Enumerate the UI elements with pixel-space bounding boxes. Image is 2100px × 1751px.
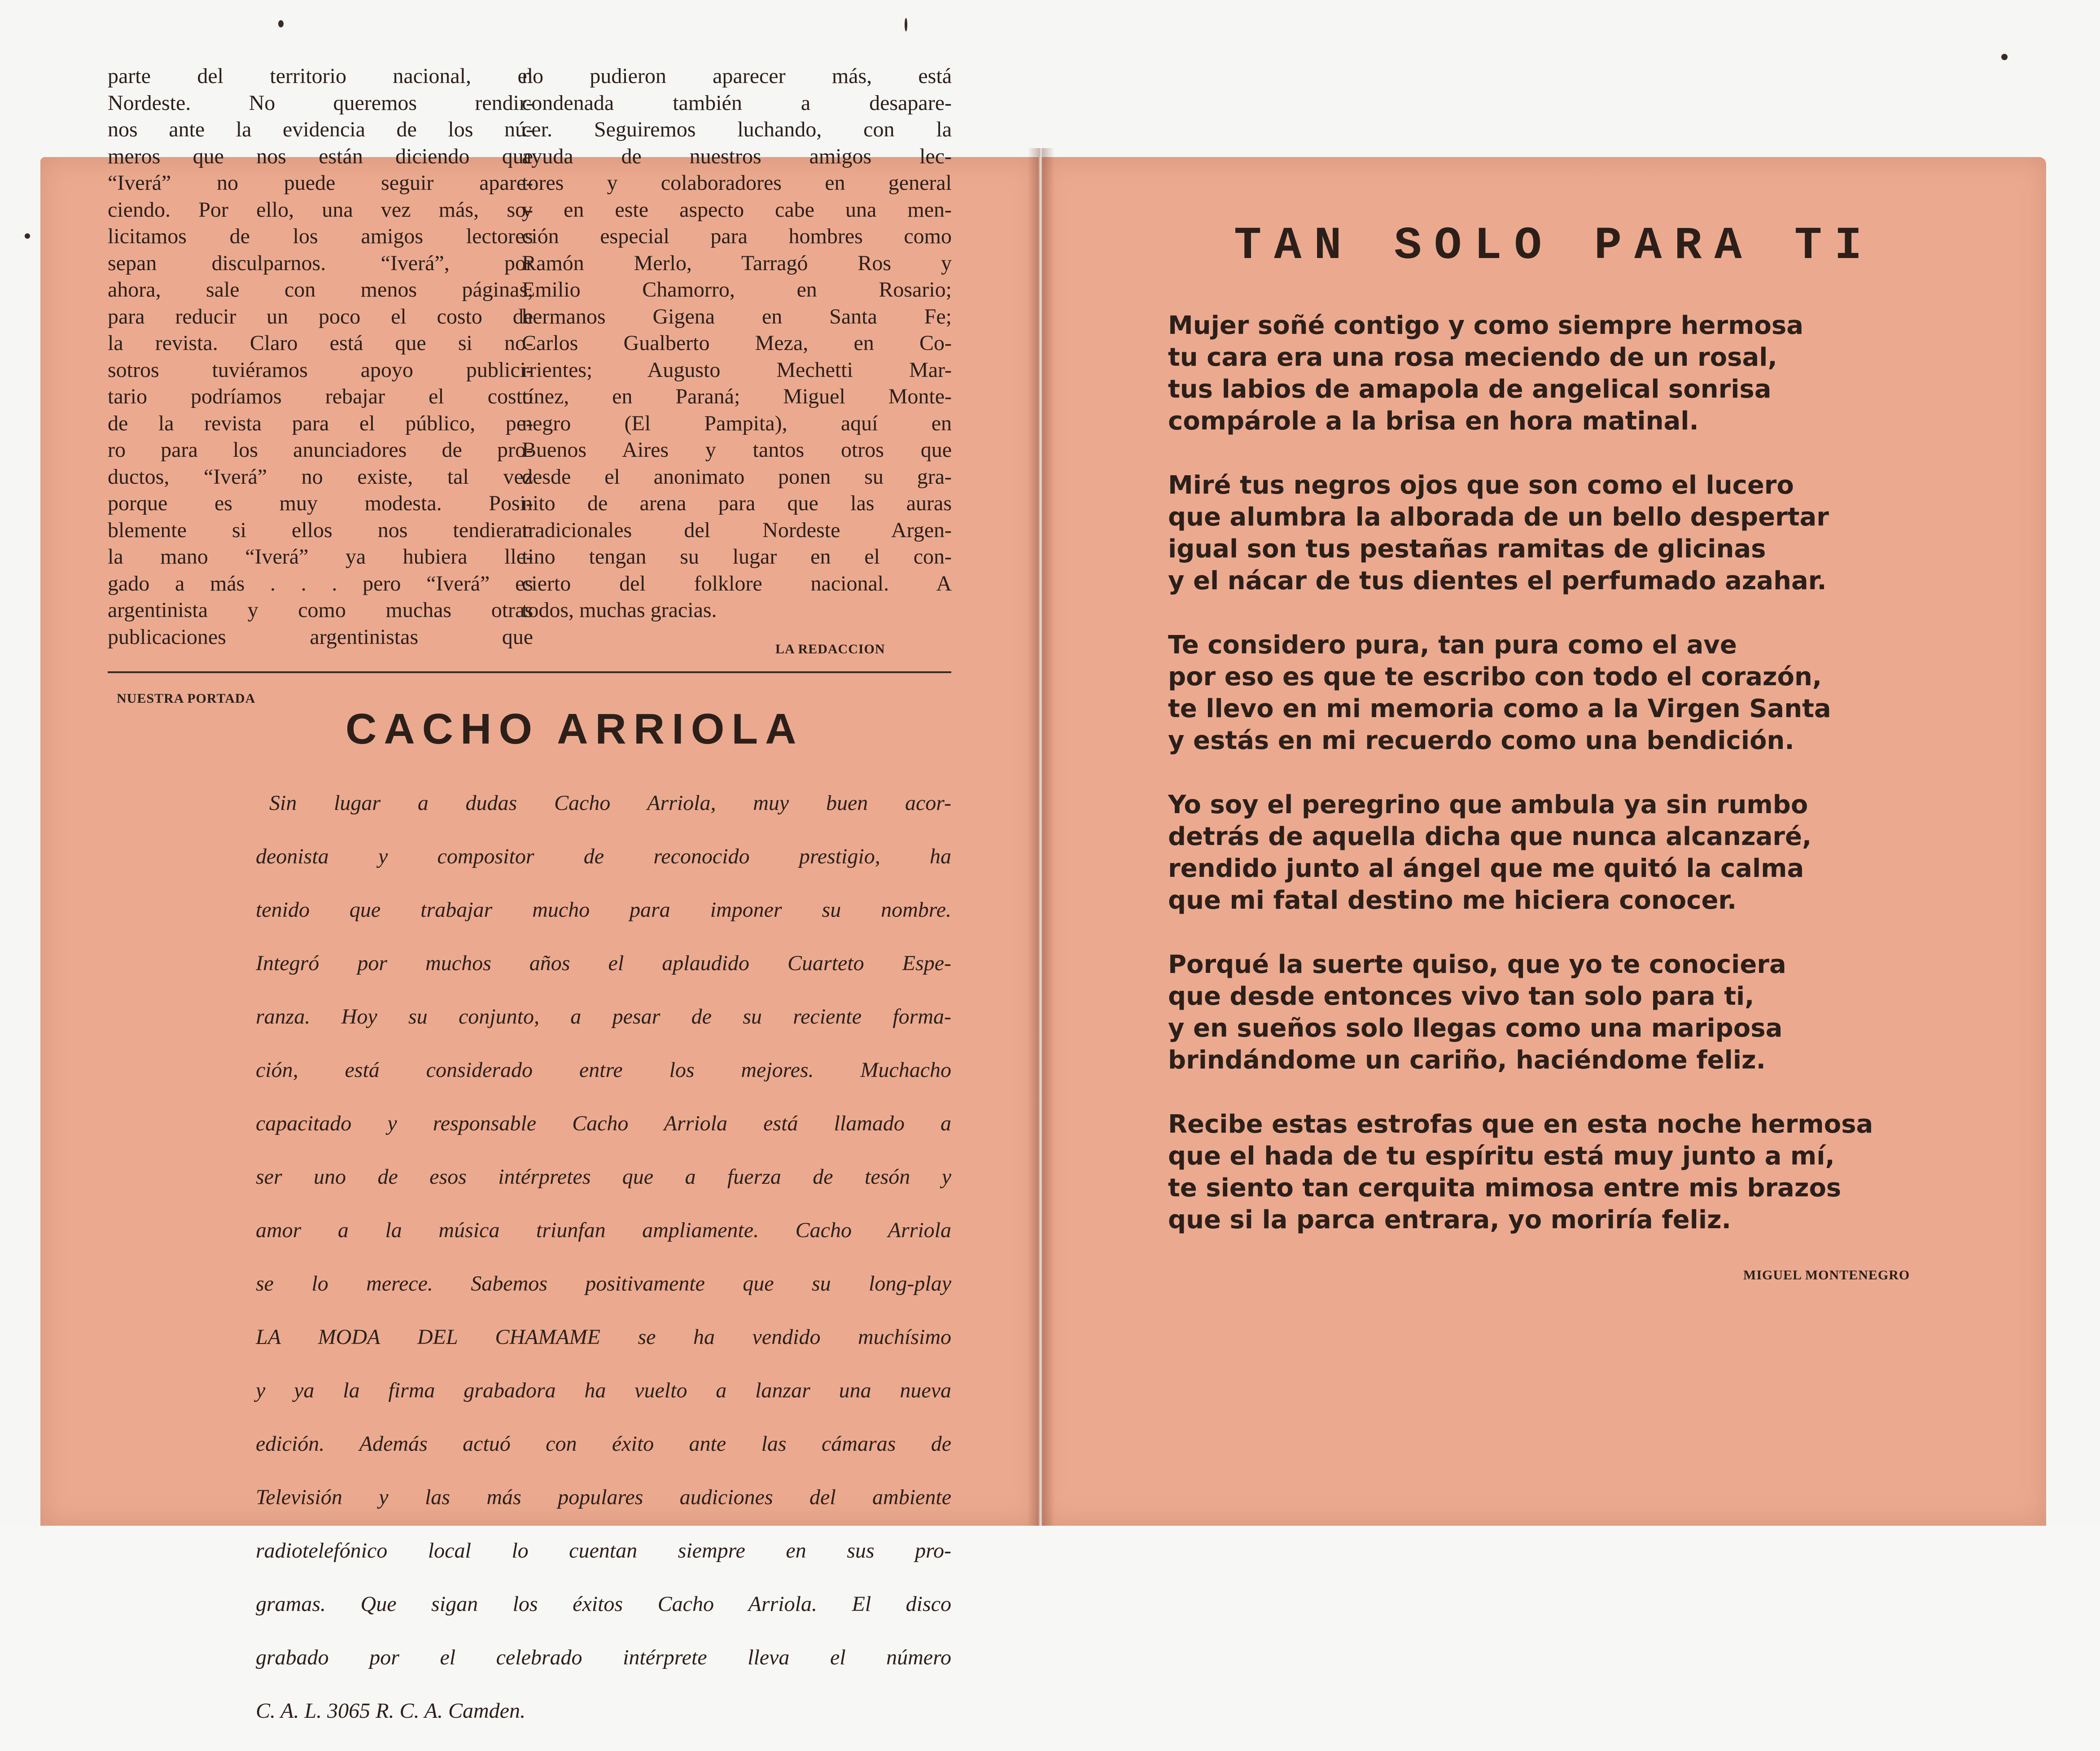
poem-title: TAN SOLO PARA TI xyxy=(1234,220,1875,272)
editorial-line: Ramón Merlo, Tarragó Ros y xyxy=(522,251,952,275)
editorial-line: nos ante la evidencia de los nú- xyxy=(108,118,533,141)
poem-stanza xyxy=(1168,949,1895,1076)
poem-line: rendido junto al ángel que me quitó la calma xyxy=(1168,854,1804,883)
editorial-line: “Iverá” no puede seguir apare- xyxy=(108,171,533,195)
article-line: Sin lugar a dudas Cacho Arriola, muy buen acor- xyxy=(269,791,951,815)
poem-line: te llevo en mi memoria como a la Virgen Santa xyxy=(1168,694,1831,723)
editorial-line: gado a más . . . pero “Iverá” es xyxy=(108,571,533,595)
editorial-line: la mano “Iverá” ya hubiera lle- xyxy=(108,545,533,569)
editorial-line: Carlos Gualberto Meza, en Co- xyxy=(522,331,952,355)
article-line: ranza. Hoy su conjunto, a pesar de su reciente forma- xyxy=(256,1004,951,1029)
poem-line: que desde entonces vivo tan solo para ti, xyxy=(1168,982,1754,1011)
poem-body xyxy=(1168,310,1895,1268)
poem-line: que mi fatal destino me hiciera conocer. xyxy=(1168,886,1737,915)
poem-line: y estás en mi recuerdo como una bendición. xyxy=(1168,726,1794,755)
poem-line: y en sueños solo llegas como una mariposa xyxy=(1168,1014,1783,1043)
editorial-signature: LA REDACCION xyxy=(775,642,885,657)
editorial-line: rrientes; Augusto Mechetti Mar- xyxy=(522,358,952,382)
editorial-line: ductos, “Iverá” no existe, tal vez xyxy=(108,464,533,489)
editorial-line: tradicionales del Nordeste Argen- xyxy=(522,518,952,542)
editorial-line: porque es muy modesta. Posi- xyxy=(108,491,533,515)
editorial-line: publicaciones argentinistas que xyxy=(108,625,533,649)
article-line: ser uno de esos intérpretes que a fuerza de tesón y xyxy=(256,1164,951,1189)
editorial-line: ción especial para hombres como xyxy=(522,224,952,248)
article-line: grabado por el celebrado intérprete lleva el número xyxy=(256,1645,951,1669)
editorial-line: ahora, sale con menos páginas, xyxy=(108,278,533,302)
poem-line: Porqué la suerte quiso, que yo te conociera xyxy=(1168,950,1786,979)
editorial-line: hermanos Gigena en Santa Fe; xyxy=(522,304,952,328)
editorial-line: argentinista y como muchas otras xyxy=(108,598,533,622)
poem-line: tu cara era una rosa meciendo de un rosal, xyxy=(1168,343,1777,372)
editorial-line: ro para los anunciadores de pro- xyxy=(108,438,533,462)
editorial-line: ciendo. Por ello, una vez más, so- xyxy=(108,197,533,222)
poem-line: compárole a la brisa en hora matinal. xyxy=(1168,407,1699,436)
article-line: radiotelefónico local lo cuentan siempre en sus pro- xyxy=(256,1538,951,1563)
editorial-line: todos, muchas gracias. xyxy=(522,598,717,622)
article-line: tenido que trabajar mucho para imponer su nombre. xyxy=(256,897,951,922)
poem-line: Recibe estas estrofas que en esta noche hermosa xyxy=(1168,1110,1873,1139)
editorial-line: condenada también a desapare- xyxy=(522,91,952,115)
editorial-line: tínez, en Paraná; Miguel Monte- xyxy=(522,385,952,408)
article-line: deonista y compositor de reconocido prestigio, ha xyxy=(256,844,951,868)
poem-stanza xyxy=(1168,469,1895,597)
editorial-line: de la revista para el público, pe- xyxy=(108,411,533,435)
editorial-line: meros que nos están diciendo que xyxy=(108,144,533,168)
editorial-line: parte del territorio nacional, el xyxy=(108,64,533,88)
section-label: NUESTRA PORTADA xyxy=(117,691,256,706)
poem-line: Mujer soñé contigo y como siempre hermosa xyxy=(1168,311,1804,340)
poem-stanza xyxy=(1168,629,1895,757)
poem-line: por eso es que te escribo con todo el corazón, xyxy=(1168,662,1822,692)
scan-speck xyxy=(905,18,907,31)
editorial-column-1 xyxy=(108,63,533,650)
editorial-line: sepan disculparnos. “Iverá”, por xyxy=(108,251,533,275)
editorial-column-2 xyxy=(522,63,952,624)
poem-line: que alumbra la alborada de un bello despertar xyxy=(1168,503,1829,532)
article-line: ción, está considerado entre los mejores. Muchacho xyxy=(256,1058,951,1082)
article-line: edición. Además actuó con éxito ante las cámaras de xyxy=(256,1431,951,1456)
editorial-line: nito de arena para que las auras xyxy=(522,491,952,515)
editorial-line: y en este aspecto cabe una men- xyxy=(522,197,952,222)
poem-line: igual son tus pestañas ramitas de glicinas xyxy=(1168,534,1766,564)
poem-line: tus labios de amapola de angelical sonrisa xyxy=(1168,375,1772,404)
editorial-line: negro (El Pampita), aquí en xyxy=(522,411,952,435)
editorial-line: ayuda de nuestros amigos lec- xyxy=(522,144,952,168)
editorial-line: cer. Seguiremos luchando, con la xyxy=(522,118,952,141)
editorial-line: para reducir un poco el costo de xyxy=(108,304,533,328)
editorial-line: desde el anonimato ponen su gra- xyxy=(522,464,952,489)
editorial-line: blemente si ellos nos tendieran xyxy=(108,518,533,542)
poem-line: detrás de aquella dicha que nunca alcanzaré, xyxy=(1168,822,1812,851)
article-line: capacitado y responsable Cacho Arriola está llamado a xyxy=(256,1111,951,1135)
poem-line: que el hada de tu espíritu está muy junto a mí, xyxy=(1168,1142,1835,1171)
poem-line: te siento tan cerquita mimosa entre mis brazos xyxy=(1168,1173,1842,1203)
editorial-line: cierto del folklore nacional. A xyxy=(522,571,952,595)
poem-stanza xyxy=(1168,1108,1895,1236)
poem-stanza xyxy=(1168,310,1895,437)
article-title: CACHO ARRIOLA xyxy=(346,705,804,753)
article-line: C. A. L. 3065 R. C. A. Camden. xyxy=(256,1698,525,1723)
poem-line: Miré tus negros ojos que son como el lucero xyxy=(1168,471,1794,500)
editorial-line: licitamos de los amigos lectores xyxy=(108,224,533,248)
editorial-line: Nordeste. No queremos rendir- xyxy=(108,91,533,115)
editorial-line: Emilio Chamorro, en Rosario; xyxy=(522,278,952,302)
article-body xyxy=(256,763,951,1751)
article-line: Televisión y las más populares audiciones del ambiente xyxy=(256,1485,951,1509)
poem-line: brindándome un cariño, haciéndome feliz. xyxy=(1168,1046,1766,1075)
editorial-line: sotros tuviéramos apoyo publici- xyxy=(108,358,533,382)
article-line: amor a la música triunfan ampliamente. Cacho Arriola xyxy=(256,1218,951,1242)
editorial-line: no pudieron aparecer más, está xyxy=(522,64,952,88)
article-line: se lo merece. Sabemos positivamente que su long-play xyxy=(256,1271,951,1296)
article-line: gramas. Que sigan los éxitos Cacho Arriola. El disco xyxy=(256,1592,951,1616)
article-line: LA MODA DEL CHAMAME se ha vendido muchísimo xyxy=(256,1325,951,1349)
scan-speck xyxy=(2001,54,2008,60)
section-divider xyxy=(108,671,951,673)
book-gutter xyxy=(1028,148,1054,1526)
editorial-line: tino tengan su lugar en el con- xyxy=(522,545,952,569)
scan-speck xyxy=(25,233,30,239)
editorial-line: tores y colaboradores en general xyxy=(522,171,952,195)
poem-stanza xyxy=(1168,789,1895,916)
poem-line: Yo soy el peregrino que ambula ya sin rumbo xyxy=(1168,790,1808,819)
editorial-line: Buenos Aires y tantos otros que xyxy=(522,438,952,462)
poem-line: Te considero pura, tan pura como el ave xyxy=(1168,630,1737,660)
editorial-line: la revista. Claro está que si no- xyxy=(108,331,533,355)
poem-line: que si la parca entrara, yo moriría feliz. xyxy=(1168,1205,1731,1234)
scan-speck xyxy=(278,20,284,27)
poem-signature: MIGUEL MONTENEGRO xyxy=(1743,1268,1910,1283)
article-line: y ya la firma grabadora ha vuelto a lanzar una nueva xyxy=(256,1378,951,1402)
poem-line: y el nácar de tus dientes el perfumado azahar. xyxy=(1168,566,1827,595)
editorial-line: tario podríamos rebajar el costo xyxy=(108,385,533,408)
article-line: Integró por muchos años el aplaudido Cuarteto Espe- xyxy=(256,951,951,975)
